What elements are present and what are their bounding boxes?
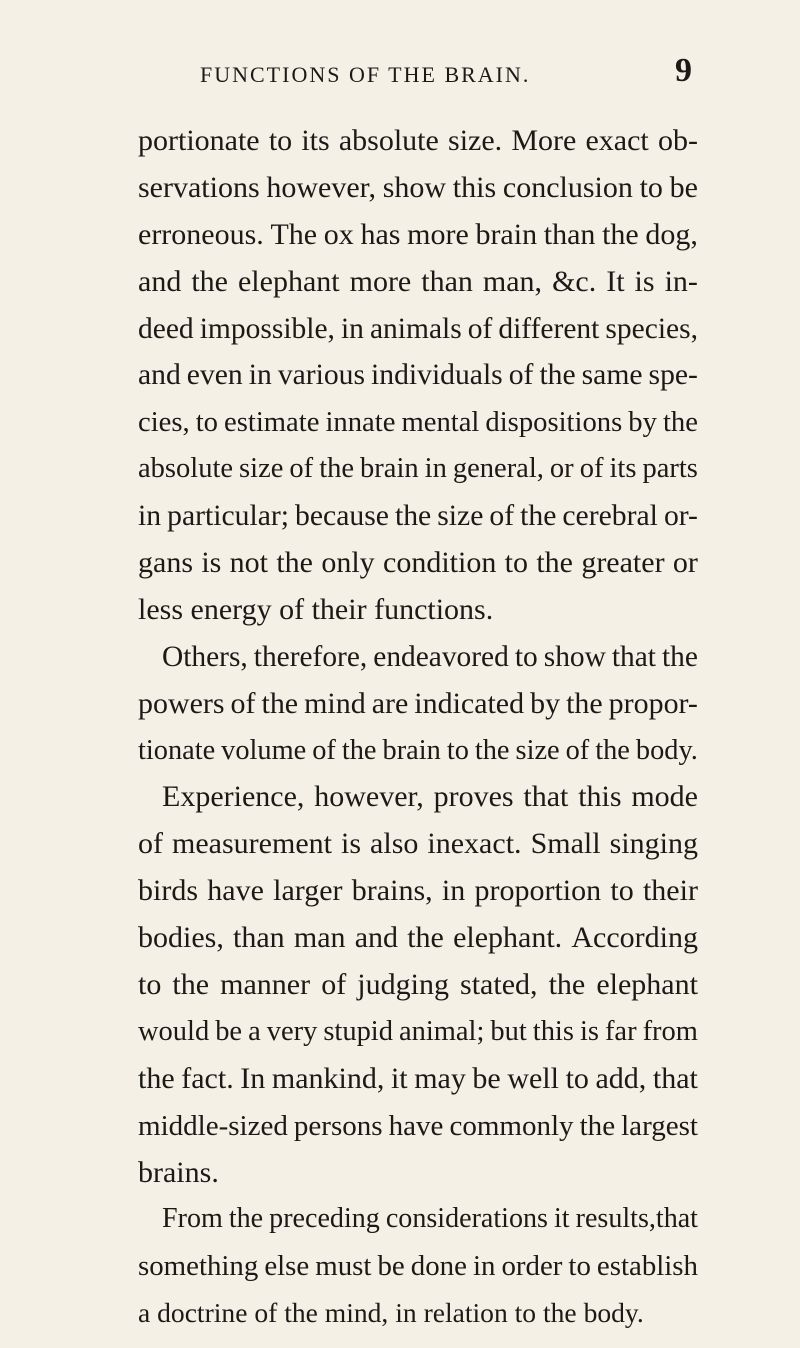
- body-text: [138, 118, 698, 1337]
- text-line: birds have larger brains, in proportion to their: [138, 874, 698, 908]
- text-line: powers of the mind are indicated by the propor-: [138, 686, 698, 720]
- text-line: something else must be done in order to establish: [138, 1250, 698, 1283]
- text-line: bodies, than man and the elephant. According: [138, 921, 698, 955]
- text-line: in particular; because the size of the cerebral or-: [138, 500, 698, 533]
- text-line: and even in various individuals of the same spe-: [138, 359, 698, 392]
- running-head: FUNCTIONS OF THE BRAIN.: [200, 62, 531, 87]
- text-line: gans is not the only condition to the greater or: [138, 546, 698, 580]
- text-line: From the preceding considerations it results,that: [162, 1203, 698, 1235]
- text-line: less energy of their functions.: [138, 592, 494, 626]
- text-line: middle-sized persons have commonly the largest: [138, 1109, 698, 1142]
- text-line: the fact. In mankind, it may be well to add, that: [138, 1061, 698, 1095]
- text-line: deed impossible, in animals of different species,: [138, 312, 698, 345]
- text-line: of measurement is also inexact. Small singing: [138, 827, 698, 861]
- text-line: and the elephant more than man, &c. It is in-: [138, 264, 698, 298]
- text-line: brains.: [138, 1155, 219, 1189]
- text-line: portionate to its absolute size. More exact ob-: [138, 124, 698, 157]
- text-line: to the manner of judging stated, the elephant: [138, 968, 698, 1002]
- page-number: 9: [675, 52, 692, 89]
- text-line: servations however, show this conclusion to be: [138, 170, 698, 204]
- text-line: a doctrine of the mind, in relation to the body.: [138, 1297, 644, 1329]
- text-line: erroneous. The ox has more brain than the dog,: [138, 217, 698, 251]
- text-line: absolute size of the brain in general, or of its parts: [138, 453, 698, 485]
- text-line: Experience, however, proves that this mode: [162, 780, 698, 814]
- text-line: Others, therefore, endeavored to show that the: [162, 640, 698, 673]
- text-line: tionate volume of the brain to the size of the body.: [138, 734, 698, 766]
- text-line: cies, to estimate innate mental dispositions by the: [138, 406, 698, 439]
- text-line: would be a very stupid animal; but this is far from: [138, 1015, 698, 1047]
